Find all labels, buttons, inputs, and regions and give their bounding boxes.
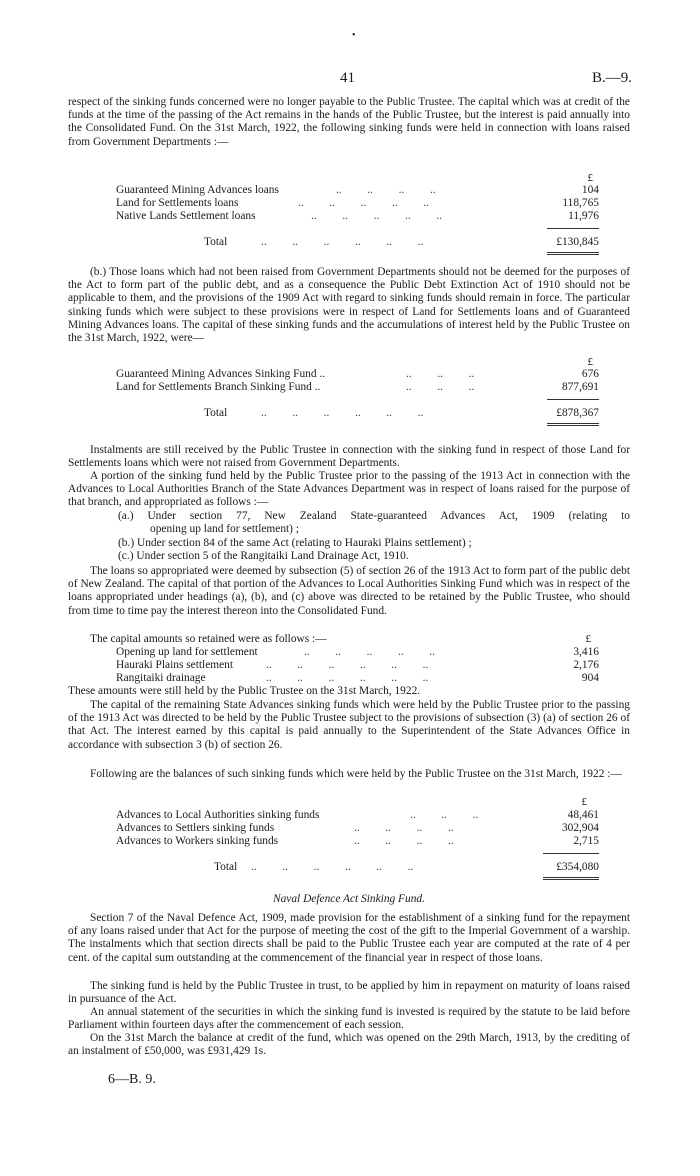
paragraph-12: An annual statement of the securities in which the sinking fund is invested is required by the statute to be laid before Parliament within fourteen days after the commencement of each session. (68, 1006, 630, 1032)
paragraph-3: Instalments are still received by the Public Trustee in connection with the sinking fund in respect of those Land for Settlements loans which were not raised from Government Departments. (68, 444, 630, 470)
subtotal-rule (547, 399, 599, 400)
total-rule (547, 254, 599, 255)
leader-dots: .. .. .. .. .. (304, 646, 435, 658)
table-row (116, 809, 599, 822)
total-row (116, 861, 599, 874)
total-label: Total (204, 407, 228, 419)
row-label: Guaranteed Mining Advances loans (116, 184, 279, 196)
paragraph-13: On the 31st March the balance at credit of the fund, which was opened on the 29th March, 1913, by the crediting of an instalment of £50,000, was £931,429 1s. (68, 1032, 630, 1058)
table-2 (116, 356, 599, 438)
table-row (116, 659, 599, 672)
table-row (116, 672, 599, 685)
list-item-a-continued: opening up land for settlement) ; (150, 523, 299, 535)
paragraph-1: respect of the sinking funds concerned were no longer payable to the Public Trustee. The capital which was at credit of the funds at the time of the passing of the Act remains in the hands of the Public Trustee, but the interest is paid annually into the Consolidated Fund. On the 31st March, 1922, the following sinking funds were held in connection with loans raised from Government Departments :— (68, 96, 630, 148)
leader-dots: .. .. .. .. .. .. (261, 407, 424, 419)
leader-dots: .. .. .. .. .. .. (251, 861, 414, 873)
row-label: Advances to Workers sinking funds (116, 835, 279, 847)
row-label: Advances to Local Authorities sinking funds (116, 809, 320, 821)
total-rule (547, 425, 599, 426)
table-row (116, 822, 599, 835)
paragraph-7: These amounts were still held by the Public Trustee on the 31st March, 1922. (68, 685, 421, 697)
row-label: Land for Settlements loans (116, 197, 239, 209)
currency-symbol: £ (585, 633, 591, 645)
row-amount: 118,765 (562, 197, 599, 209)
total-row (116, 236, 599, 249)
paragraph-2: (b.) Those loans which had not been raised from Government Departments should not be deemed for the purposes of the Act to form part of the public debt, and as a consequence the Public Debt Extinction Act of 1910 should not be applicable to them, and the provisions of the 1909 Act with regard to sinking funds should remain in force. The particular sinking funds which were subject to these provisions were in respect of Land for Settlements loans and of Guaranteed Mining Advances loans. The capital of these sinking funds and the accumulations of interest held by the Public Trustee on the 31st March, 1922, were— (68, 266, 630, 345)
paragraph-9: Following are the balances of such sinking funds which were held by the Public Trustee on the 31st March, 1922 :— (90, 768, 622, 780)
section-heading: Naval Defence Act Sinking Fund. (273, 893, 425, 905)
paragraph-10: Section 7 of the Naval Defence Act, 1909, made provision for the establishment of a sinking fund for the repayment of any loans raised under that Act for the purpose of meeting the cost of the gift to the Imperial Government of a warship. The instalments which that section directs shall be paid to the Public Trustee each year are computed at the rate of 4 per cent. of the capital sum outstanding at the commencement of the financial year in respect of those loans. (68, 912, 630, 964)
list-item-a: (a.) Under section 77, New Zealand State-guaranteed Advances Act, 1909 (relating to (118, 510, 630, 522)
total-rule (547, 252, 599, 253)
document-reference: B.—9. (592, 70, 633, 86)
row-amount: 877,691 (561, 381, 599, 393)
currency-symbol: £ (581, 796, 587, 808)
table-3 (116, 633, 599, 685)
list-item-b: (b.) Under section 84 of the same Act (relating to Hauraki Plains settlement) ; (118, 537, 472, 549)
total-rule (543, 879, 599, 880)
row-label: Hauraki Plains settlement (116, 659, 234, 671)
leader-dots: .. .. .. .. (354, 835, 454, 847)
subtotal-rule (547, 228, 599, 229)
table-row (116, 646, 599, 659)
total-row (116, 407, 599, 420)
row-label: Rangitaiki drainage (116, 672, 206, 684)
table-row (116, 184, 599, 197)
table-row (116, 835, 599, 848)
total-amount: £130,845 (556, 236, 599, 248)
table-row (116, 381, 599, 394)
row-amount: 302,904 (561, 822, 599, 834)
row-amount: 48,461 (567, 809, 599, 821)
page-number: 41 (340, 70, 355, 86)
row-label: Opening up land for settlement (116, 646, 258, 658)
list-item-c: (c.) Under section 5 of the Rangitaiki Land Drainage Act, 1910. (118, 550, 409, 562)
paragraph-8: The capital of the remaining State Advances sinking funds which were held by the Public Trustee prior to the passing of the 1913 Act was directed to be held by the Public Trustee subject to the provisions of subsection (3) (a) of section 26 of that Act. The interest earned by this capital is paid annually to the Superintendent of the State Advances Office in accordance with subsection 3 (b) of section 26. (68, 699, 630, 751)
row-label: Native Lands Settlement loans (116, 210, 256, 222)
total-rule (543, 877, 599, 878)
leader-dots: .. .. .. .. (336, 184, 436, 196)
currency-symbol: £ (587, 172, 593, 184)
subtotal-rule (543, 853, 599, 854)
page-footer: 6—B. 9. (108, 1072, 156, 1087)
leader-dots: .. .. .. .. .. (298, 197, 429, 209)
appropriation-list (0, 510, 700, 566)
row-amount: 904 (581, 672, 599, 684)
currency-symbol: £ (587, 356, 593, 368)
row-amount: 676 (581, 368, 599, 380)
row-amount: 3,416 (573, 646, 599, 658)
table-row (116, 368, 599, 381)
total-label: Total (214, 861, 238, 873)
row-amount: 2,176 (573, 659, 599, 671)
paragraph-6: The capital amounts so retained were as follows :— (90, 633, 327, 645)
row-label: Land for Settlements Branch Sinking Fund .. (116, 381, 321, 393)
paragraph-5: The loans so appropriated were deemed by subsection (5) of section 26 of the 1913 Act to form part of the public debt of New Zealand. The capital of that portion of the Advances to Local Authorities Sinking Fund which was in respect of the loans appropriated under headings (a), (b), and (c) above was directed to be retained by the Public Trustee, who should from time to time pay the interest thereon into the Consolidated Fund. (68, 565, 630, 617)
table-1 (116, 172, 599, 262)
leader-dots: .. .. .. .. (354, 822, 454, 834)
row-amount: 104 (581, 184, 599, 196)
table-row (116, 210, 599, 223)
total-amount: £354,080 (556, 861, 599, 873)
header-mark: • (352, 30, 356, 41)
total-amount: £878,367 (556, 407, 599, 419)
total-label: Total (204, 236, 228, 248)
leader-dots: .. .. .. (406, 381, 475, 393)
table-row (116, 197, 599, 210)
row-amount: 2,715 (573, 835, 599, 847)
leader-dots: .. .. .. .. .. .. (266, 659, 429, 671)
leader-dots: .. .. .. .. .. .. (261, 236, 424, 248)
leader-dots: .. .. .. .. .. .. (266, 672, 429, 684)
leader-dots: .. .. .. (406, 368, 475, 380)
total-rule (547, 423, 599, 424)
leader-dots: .. .. .. .. .. (311, 210, 442, 222)
row-label: Guaranteed Mining Advances Sinking Fund .. (116, 368, 326, 380)
row-amount: 11,976 (568, 210, 599, 222)
table-4 (116, 796, 599, 886)
leader-dots: .. .. .. (410, 809, 479, 821)
paragraph-11: The sinking fund is held by the Public Trustee in trust, to be applied by him in repayment on maturity of loans raised in pursuance of the Act. (68, 980, 630, 1006)
row-label: Advances to Settlers sinking funds (116, 822, 275, 834)
paragraph-4: A portion of the sinking fund held by the Public Trustee prior to the passing of the 1913 Act in connection with the Advances to Local Authorities Branch of the State Advances Department was in respect of loans raised for the purpose of that branch, and appropriated as follows :— (68, 470, 630, 509)
